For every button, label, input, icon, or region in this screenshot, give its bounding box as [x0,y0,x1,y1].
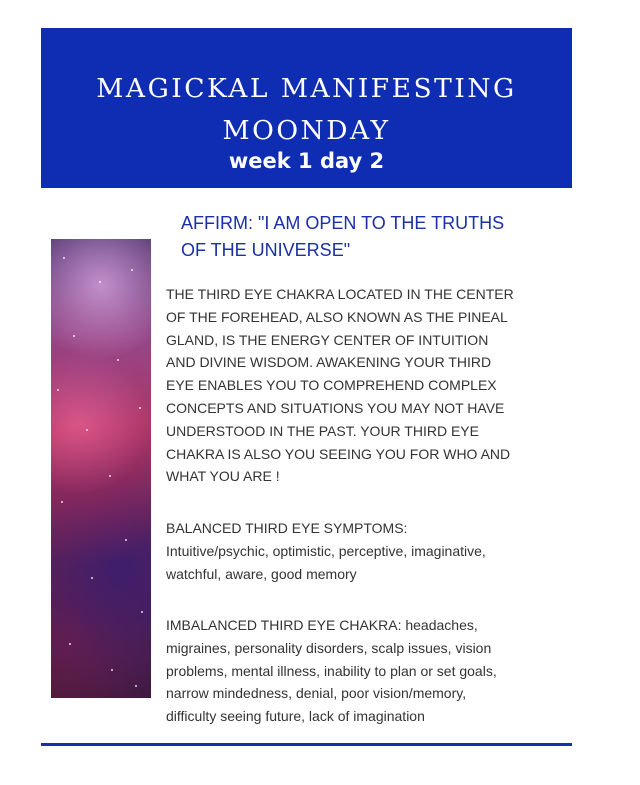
header-banner [41,28,572,188]
space-nebula-image [51,239,151,698]
footer-divider [41,743,572,746]
third-eye-description: THE THIRD EYE CHAKRA LOCATED IN THE CENTER OF THE FOREHEAD, ALSO KNOWN AS THE PINEAL GLAND, IS THE ENERGY CENTER OF INTUITION AND DIVINE WISDOM. AWAKENING YOUR THIRD EYE ENABLES YOU TO COMPREHEND COMPLEX CONCEPTS AND SITUATIONS YOU MAY NOT HAVE UNDERSTOOD IN THE PAST. YOUR THIRD EYE CHAKRA IS ALSO YOU SEEING YOU FOR WHO AND WHAT YOU ARE ! [166,286,514,485]
imbalanced-symptoms: IMBALANCED THIRD EYE CHAKRA: headaches, migraines, personality disorders, scalp issues, vision problems, mental illness, inability to plan or set goals, narrow mindedness, denial, poor vision/memory, difficulty seeing future, lack of imagination [166,617,497,725]
page-title: MAGICKAL MANIFESTING MOONDAY [96,73,517,146]
affirmation-text: AFFIRM: "I AM OPEN TO THE TRUTHS OF THE UNIVERSE" [181,213,505,260]
balanced-symptoms: BALANCED THIRD EYE SYMPTOMS: Intuitive/psychic, optimistic, perceptive, imaginative, watchful, aware, good memory [166,520,486,582]
page-subtitle: week 1 day 2 [228,149,385,173]
